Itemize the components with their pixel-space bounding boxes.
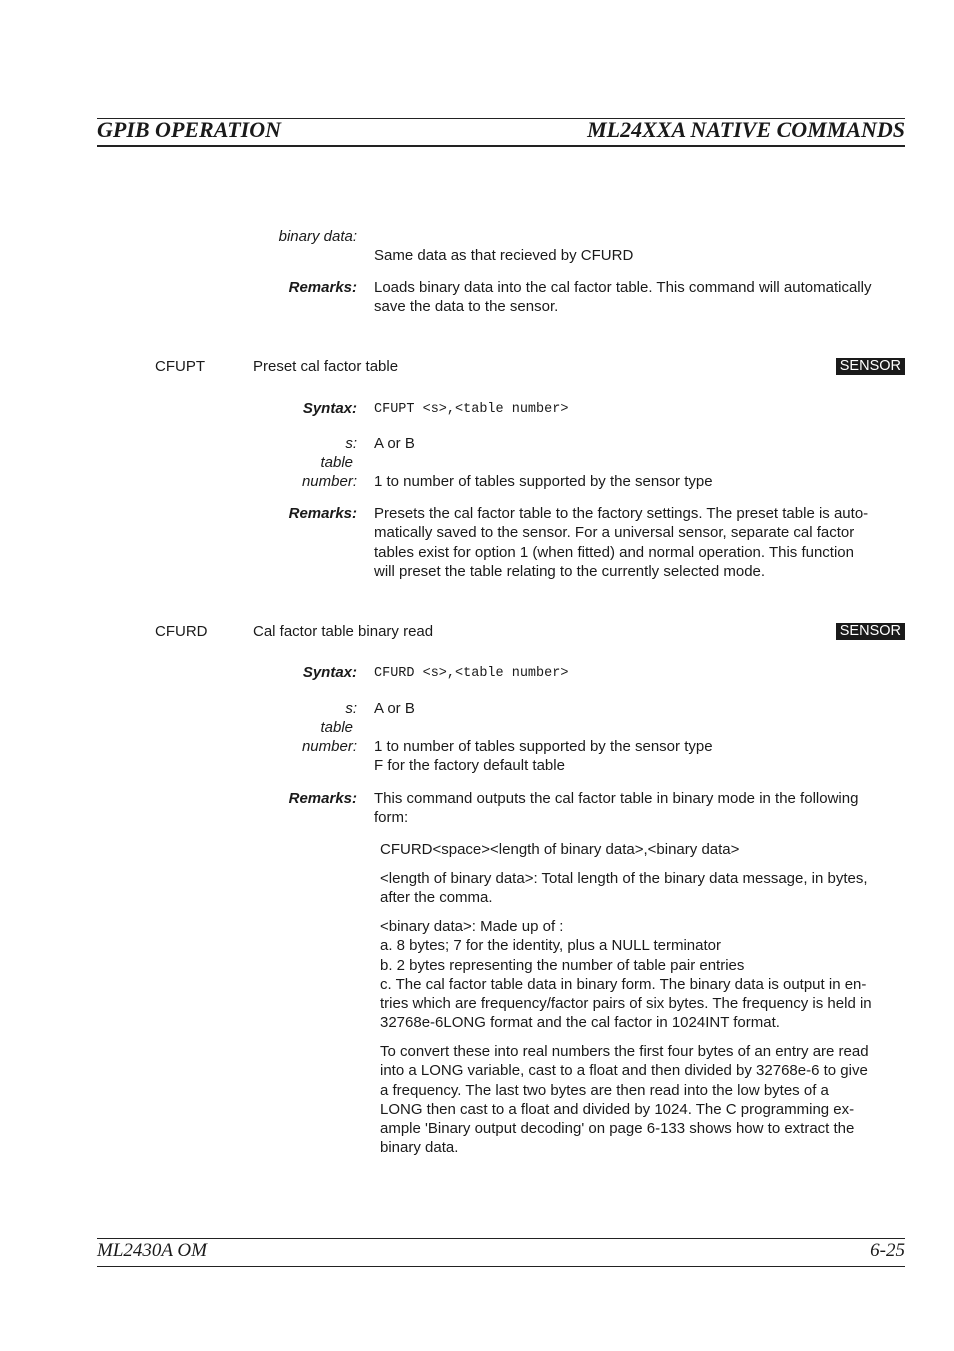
param-s-label: s:	[345, 700, 357, 717]
footer-rule-top	[97, 1238, 905, 1239]
remarks-line: tables exist for option 1 (when fitted) and normal operation. This function	[374, 543, 854, 561]
syntax-label: Syntax:	[302, 400, 357, 417]
syntax-text: CFURD <s>,<table number>	[374, 666, 569, 681]
remarks-label: Remarks:	[288, 505, 357, 522]
param-table-line: F for the factory default table	[374, 757, 565, 775]
binary-data-label: binary data:	[278, 228, 357, 245]
binary-line: b. 2 bytes representing the number of table pair entries	[380, 956, 745, 974]
param-table-label: number:	[301, 738, 357, 755]
remarks-text	[374, 789, 906, 828]
command-description-cfupt: Preset cal factor table	[253, 358, 399, 375]
length-line: <length of binary data>: Total length of the binary data message, in bytes,	[380, 870, 868, 887]
binary-line: tries which are frequency/factor pairs of six bytes. The frequency is held in	[380, 995, 872, 1013]
remarks-line: form:	[374, 809, 409, 827]
binary-data-description	[380, 917, 906, 1033]
convert-line: into a LONG variable, cast to a float and then divided by 32768e-6 to give	[380, 1062, 868, 1080]
param-table-label: number:	[301, 473, 357, 490]
convert-line: binary data.	[380, 1139, 459, 1157]
command-description-cfurd: Cal factor table binary read	[253, 623, 434, 640]
binary-line: <binary data>: Made up of :	[380, 918, 564, 935]
param-s-value: A or B	[374, 435, 415, 452]
conversion-description	[380, 1042, 906, 1158]
output-form-line: CFURD<space><length of binary data>,<binary data>	[380, 841, 740, 858]
remarks-text	[374, 278, 906, 317]
header-section-title: GPIB OPERATION	[97, 117, 281, 142]
header-chapter-title: ML24XXA NATIVE COMMANDS	[587, 117, 905, 142]
param-s-label: s:	[345, 435, 357, 452]
convert-line: ample 'Binary output decoding' on page 6-133 shows how to extract the	[380, 1120, 855, 1138]
length-description	[380, 869, 906, 908]
param-table-line: 1 to number of tables supported by the sensor type	[374, 738, 713, 755]
syntax-text: CFUPT <s>,<table number>	[374, 402, 569, 417]
convert-line: To convert these into real numbers the first four bytes of an entry are read	[380, 1043, 869, 1060]
param-s-value: A or B	[374, 700, 415, 717]
remarks-line: Loads binary data into the cal factor table. This command will automatically	[374, 279, 872, 296]
syntax-label: Syntax:	[302, 664, 357, 681]
sensor-badge: SENSOR	[836, 358, 905, 375]
param-table-label: table	[320, 719, 353, 736]
header-rule-bottom	[97, 145, 905, 147]
param-table-label: table	[320, 454, 353, 471]
convert-line: LONG then cast to a float and divided by 1024. The C programming ex-	[380, 1100, 855, 1118]
command-name-cfurd: CFURD	[155, 623, 208, 640]
length-line: after the comma.	[380, 889, 493, 907]
param-table-value: 1 to number of tables supported by the sensor type	[374, 473, 713, 490]
binary-line: c. The cal factor table data in binary form. The binary data is output in en-	[380, 975, 867, 993]
binary-data-value: Same data as that recieved by CFURD	[374, 247, 634, 264]
footer-manual-title: ML2430A OM	[97, 1240, 207, 1261]
convert-line: a frequency. The last two bytes are then read into the low bytes of a	[380, 1081, 829, 1099]
remarks-line: matically saved to the sensor. For a universal sensor, separate cal factor	[374, 524, 855, 542]
binary-line: 32768e-6LONG format and the cal factor in 1024INT format.	[380, 1014, 780, 1032]
binary-line: a. 8 bytes; 7 for the identity, plus a NULL terminator	[380, 937, 722, 955]
command-name-cfupt: CFUPT	[155, 358, 205, 375]
remarks-label: Remarks:	[288, 790, 357, 807]
remarks-line: save the data to the sensor.	[374, 298, 559, 316]
remarks-line: will preset the table relating to the currently selected mode.	[374, 562, 766, 580]
sensor-badge: SENSOR	[836, 623, 905, 640]
param-table-value	[374, 737, 906, 776]
footer-page-number: 6-25	[870, 1240, 905, 1261]
remarks-line: Presets the cal factor table to the factory settings. The preset table is auto-	[374, 505, 869, 522]
remarks-line: This command outputs the cal factor table in binary mode in the following	[374, 790, 859, 807]
remarks-label: Remarks:	[288, 279, 357, 296]
footer-rule-bottom	[97, 1266, 905, 1267]
remarks-text	[374, 504, 906, 581]
